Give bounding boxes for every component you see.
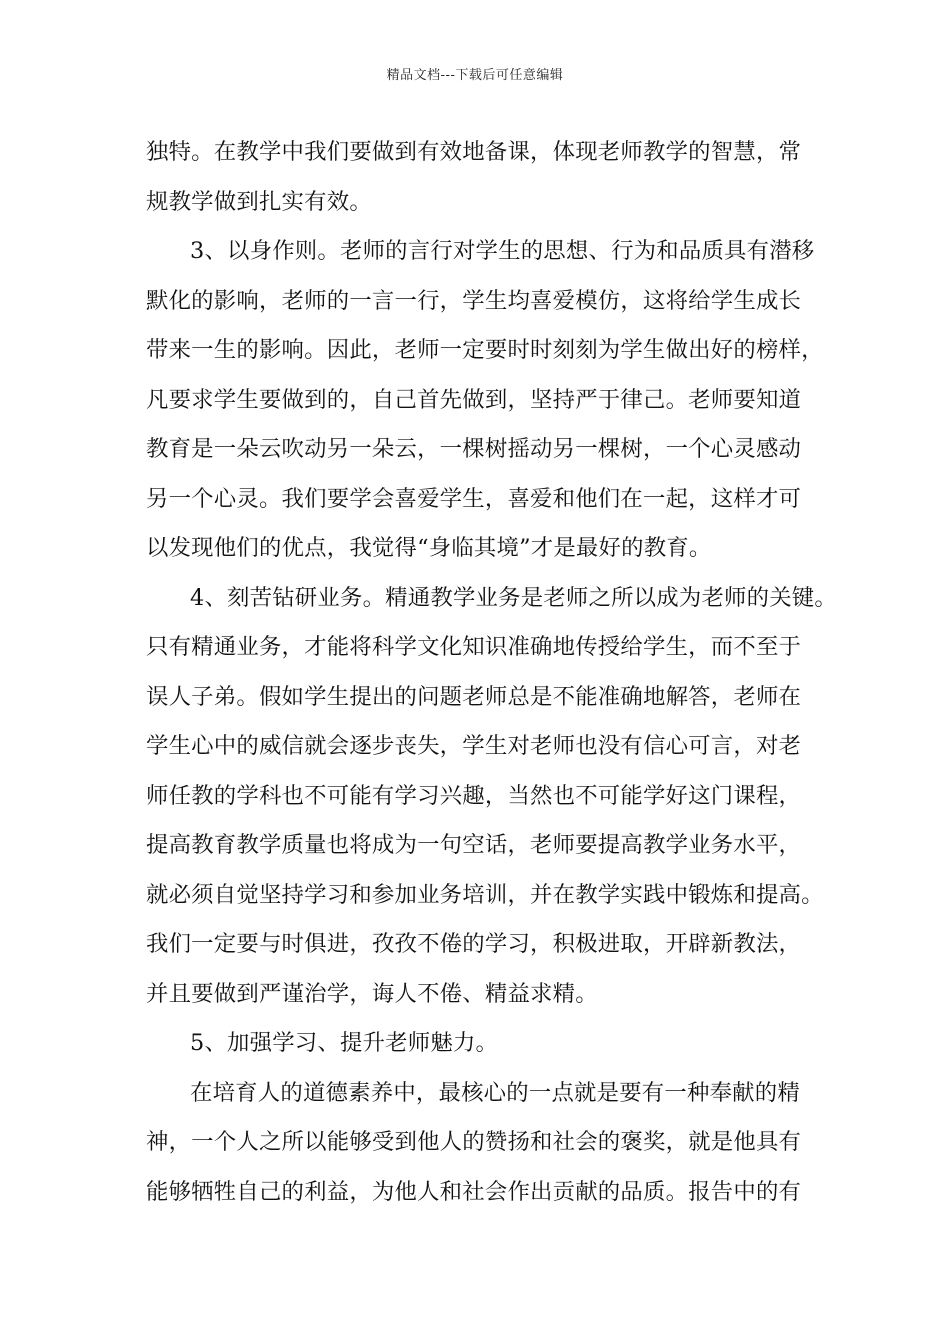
text-line: 在培育人的道德素养中，最核心的一点就是要有一种奉献的精 bbox=[190, 1079, 800, 1106]
text-line: 能够牺牲自己的利益，为他人和社会作出贡献的品质。报告中的有 bbox=[146, 1178, 802, 1205]
text-line: 以发现他们的优点，我觉得“身临其境”才是最好的教育。 bbox=[146, 535, 712, 561]
text-line: 5、加强学习、提升老师魅力。 bbox=[190, 1030, 499, 1056]
text-line: 并且要做到严谨治学，诲人不倦、精益求精。 bbox=[146, 980, 598, 1007]
text-line: 我们一定要与时俱进，孜孜不倦的学习，积极进取，开辟新教法， bbox=[146, 931, 802, 957]
text-line: 另一个心灵。我们要学会喜爱学生，喜爱和他们在一起，这样才可 bbox=[146, 485, 802, 512]
page-header: 精品文档---下载后可任意编辑 bbox=[386, 68, 564, 83]
text-line: 只有精通业务，才能将科学文化知识准确地传授给学生，而不至于 bbox=[146, 634, 802, 660]
text-line: 师任教的学科也不可能有学习兴趣，当然也不可能学好这门课程， bbox=[146, 782, 802, 809]
text-line: 就必须自觉坚持学习和参加业务培训，并在教学实践中锻炼和提高。 bbox=[146, 881, 824, 908]
text-line: 独特。在教学中我们要做到有效地备课，体现老师教学的智慧，常 bbox=[146, 139, 802, 165]
text-line: 提高教育教学质量也将成为一句空话，老师要提高教学业务水平， bbox=[146, 832, 802, 858]
text-line: 带来一生的影响。因此，老师一定要时时刻刻为学生做出好的榜样， bbox=[146, 337, 824, 363]
text-line: 规教学做到扎实有效。 bbox=[146, 188, 372, 215]
text-line: 3、以身作则。老师的言行对学生的思想、行为和品质具有潜移 bbox=[190, 238, 815, 264]
document-body bbox=[146, 132, 837, 1221]
text-line: 4、刻苦钻研业务。精通教学业务是老师之所以成为老师的关键。 bbox=[190, 584, 837, 611]
text-line: 学生心中的威信就会逐步丧失，学生对老师也没有信心可言，对老 bbox=[146, 733, 802, 759]
text-line: 默化的影响，老师的一言一行，学生均喜爱模仿，这将给学生成长 bbox=[146, 287, 802, 314]
text-line: 神，一个人之所以能够受到他人的赞扬和社会的褒奖，就是他具有 bbox=[146, 1129, 802, 1155]
text-line: 凡要求学生要做到的，自己首先做到，坚持严于律己。老师要知道 bbox=[146, 386, 802, 413]
text-line: 误人子弟。假如学生提出的问题老师总是不能准确地解答，老师在 bbox=[146, 683, 802, 710]
text-line: 教育是一朵云吹动另一朵云，一棵树摇动另一棵树，一个心灵感动 bbox=[146, 436, 802, 462]
